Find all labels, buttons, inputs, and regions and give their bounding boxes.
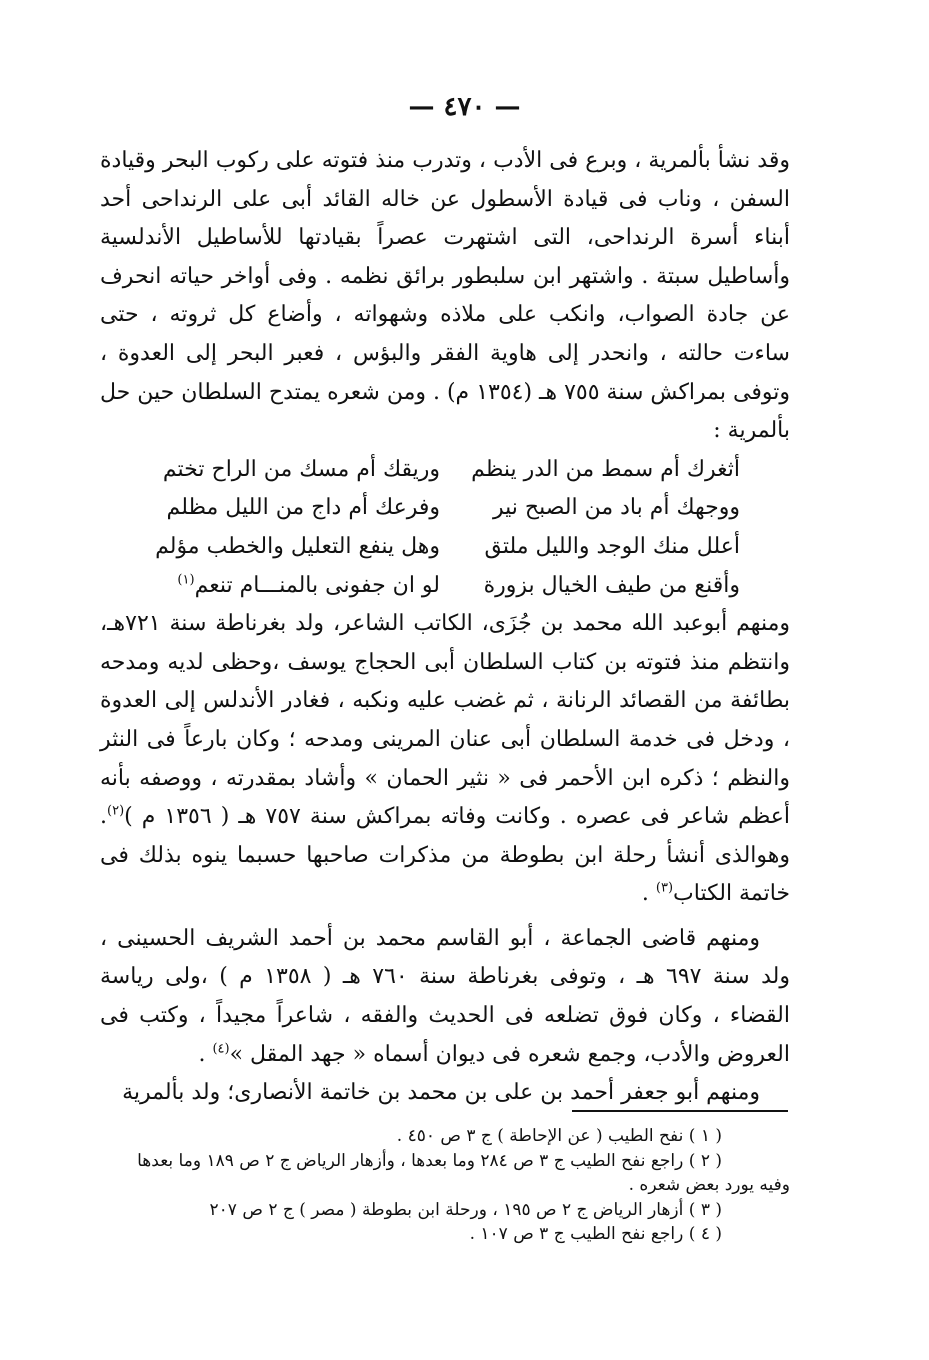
hemistich-first: ووجهك أم باد من الصبح نير bbox=[492, 495, 740, 521]
poem-verse bbox=[100, 567, 790, 606]
footnotes bbox=[100, 1124, 790, 1247]
paragraph-ibn-salbatur: وقد نشأ بألمرية ، وبرع فى الأدب ، وتدرب منذ فتوته على ركوب البحر وقيادة السفن ، وناب فى قيادة الأسطول عن خاله القائد أبى على الرنداحى أحد أبناء أسرة الرنداحى، التى اشتهرت عصراً بقيادتها للأساطيل الأندلسية وأساطيل سبتة . واشتهر ابن سلبطور برائق نظمه . وفى أواخر حياته انحرف عن جادة الصواب، وانكب على ملاذه وشهواته ، وأضاع كل ثروته ، حتى ساءت حالته ، وانحدر إلى هاوية الفقر والبؤس ، فعبر البحر إلى العدوة ، وتوفى بمراكش سنة ٧٥٥ هـ (١٣٥٤ م) . ومن شعره يمتدح السلطان حين حل بألمرية : bbox=[100, 148, 790, 444]
footnote-divider bbox=[572, 1110, 788, 1112]
paragraph-text: . bbox=[641, 881, 656, 907]
footnote-3: ( ٣ ) أزهار الرياض ج ٢ ص ١٩٥ ، ورحلة ابن بطوطة ( مصر ) ج ٢ ص ٢٠٧ bbox=[209, 1199, 722, 1220]
hemistich-second bbox=[140, 567, 440, 606]
paragraph-text: . bbox=[198, 1041, 213, 1067]
hemistich-first: وأقنع من طيف الخيال بزورة bbox=[483, 572, 740, 598]
footnote-ref: (٢) bbox=[107, 803, 125, 819]
hemistich-second: وفرعك أم داج من الليل مظلم bbox=[166, 495, 440, 521]
paragraph-al-husayni bbox=[100, 920, 790, 1074]
paragraph-ibn-khatima: ومنهم أبو جعفر أحمد بن على بن محمد بن خاتمة الأنصارى؛ ولد بألمرية bbox=[122, 1080, 760, 1106]
footnote-1: ( ١ ) نفح الطيب ( عن الإحاطة ) ج ٣ ص ٤٥٠ . bbox=[396, 1126, 722, 1146]
poem-verse bbox=[100, 489, 790, 528]
verse-text: لو ان جفونى بالمنـــام تنعم bbox=[194, 572, 440, 598]
poem-verse bbox=[100, 528, 790, 567]
paragraph-text: ومنهم أبوعبد الله محمد بن جُزَى، الكاتب الشاعر، ولد بغرناطة سنة ٧٢١هـ، وانتظم منذ فتوته بن كتاب السلطان أبى الحجاج يوسف ،وحظى لديه ومدحه بطائفة من القصائد الرنانة ، ثم غضب عليه ونكبه ، فغادر الأندلس إلى العدوة ، ودخل فى خدمة السلطان أبى عنان المرينى ومدحه ؛ وكان بارعاً فى النثر والنظم ؛ ذكره ابن الأحمر فى « نثير الحمان » وأشاد بمقدرته ، ووصفه بأنه أعظم شاعر فى عصره . وكانت وفاته بمراكش سنة ٧٥٧ هـ ( ١٣٥٦ م ) bbox=[100, 611, 790, 830]
footnote-2: ( ٢ ) راجع نفح الطيب ج ٣ ص ٢٨٤ وما بعدها ، وأزهار الرياض ج ٢ ص ١٨٩ وما بعدها bbox=[137, 1150, 722, 1171]
poem bbox=[100, 451, 790, 605]
poem-verse bbox=[100, 451, 790, 490]
paragraph-ibn-juzay bbox=[100, 605, 790, 914]
hemistich-first: أثغرك أم سمط من الدر ينظم bbox=[471, 456, 740, 482]
hemistich-first: أعلل منك الوجد والليل ملتق bbox=[484, 533, 740, 559]
paragraph-text: ومنهم قاضى الجماعة ، أبو القاسم محمد بن أحمد الشريف الحسينى ، ولد سنة ٦٩٧ هـ ، وتوفى بغرناطة سنة ٧٦٠ هـ ( ١٣٥٨ م ) ،ولى رياسة القضاء ، وكان فوق تضلعه فى الحديث والفقه ، شاعراً مجيداً ، وكتب فى العروض والأدب، وجمع شعره فى ديوان أسماه « جهد المقل » bbox=[100, 925, 791, 1067]
paragraph-text: . وهوالذى أنشأ رحلة ابن بطوطة من مذكرات صاحبها حسبما ينوه بذلك فى خاتمة الكتاب bbox=[100, 804, 790, 907]
footnote-ref: (٣) bbox=[655, 880, 674, 896]
hemistich-second: وريقك أم مسك من الراح تختم bbox=[162, 456, 440, 482]
page-number: — ٤٧٠ — bbox=[408, 92, 521, 122]
footnote-ref: (٤) bbox=[212, 1041, 230, 1057]
main-text bbox=[100, 142, 790, 1113]
footnote-ref: (١) bbox=[177, 572, 195, 588]
footnote-4: ( ٤ ) راجع نفح الطيب ج ٣ ص ١٠٧ . bbox=[469, 1224, 722, 1244]
footnote-2-continued: وفيه يورد بعض شعره . bbox=[628, 1175, 790, 1195]
hemistich-second: وهل ينفع التعليل والخطب مؤلم bbox=[155, 533, 440, 559]
